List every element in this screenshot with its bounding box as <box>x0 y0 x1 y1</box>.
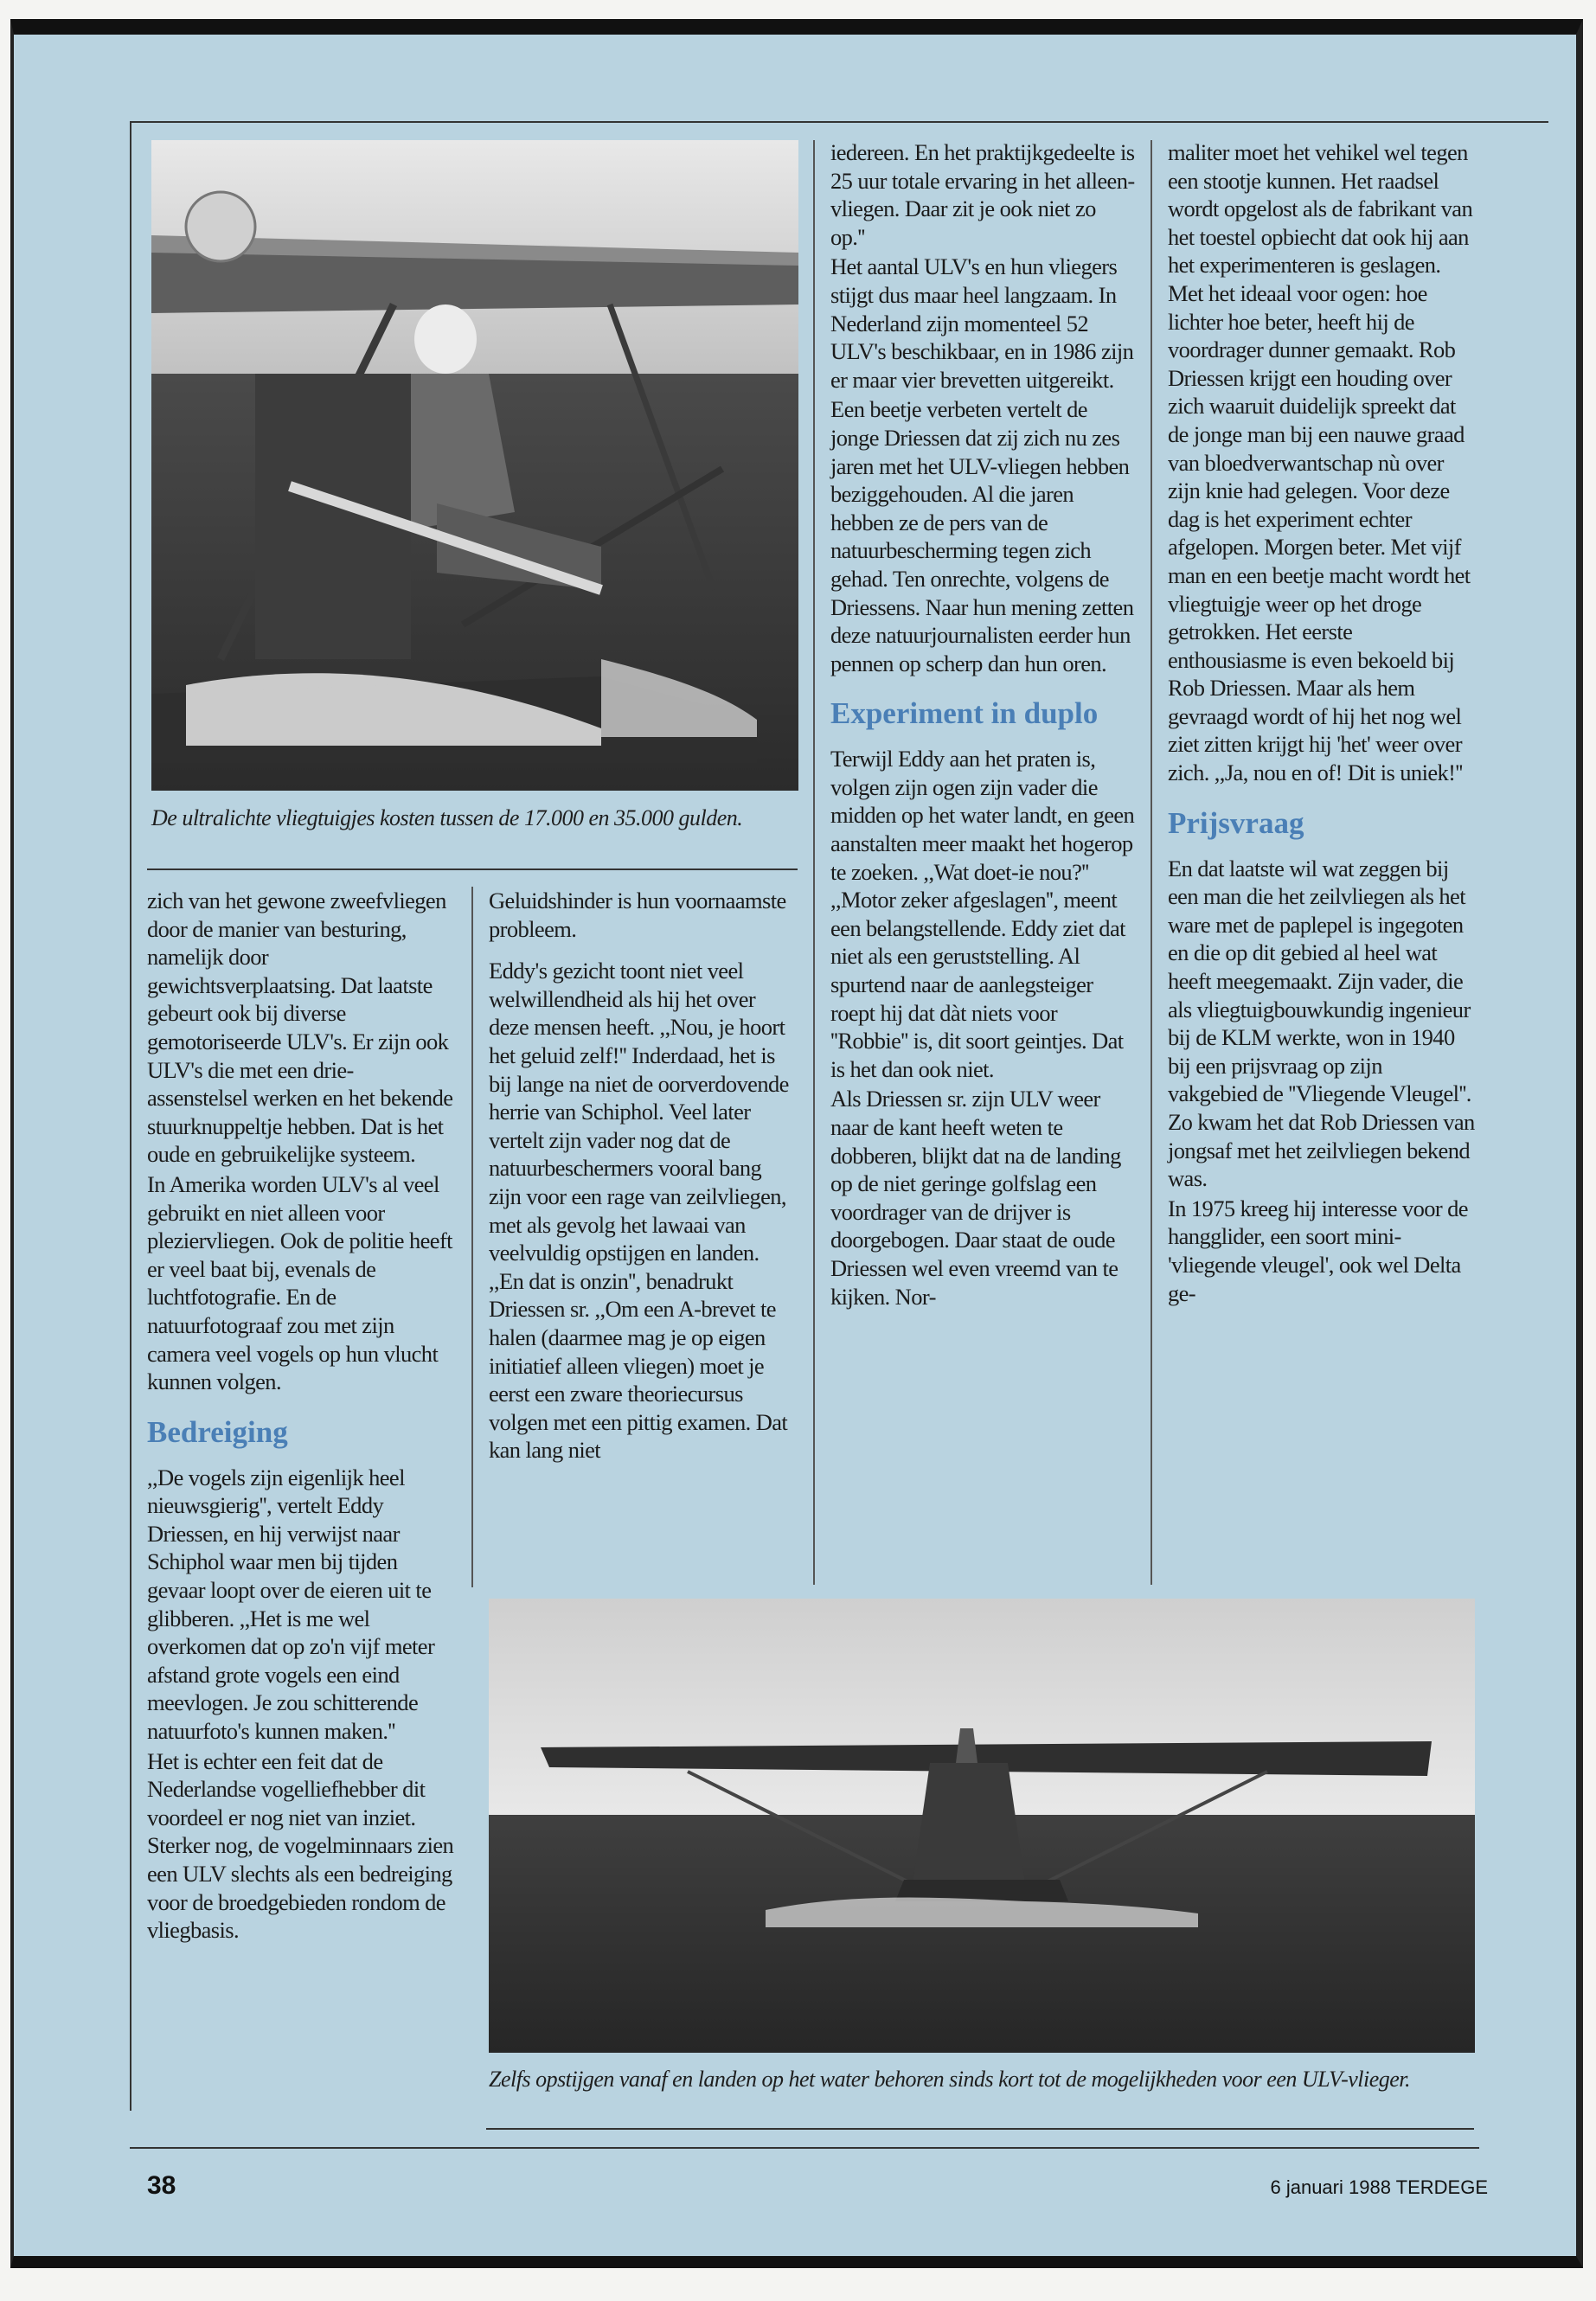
col4-paragraph: En dat laatste wil wat zeggen bij een man die het zeilvliegen als het ware met de paplepel is ingegoten en die op dit gebied al heel wat heeft meegemaakt. Zijn vader, die als vliegtuigbouwkundig ingenieur bij de KLM werkte, won in 1940 bij een prijsvraag op zijn vakgebied de ''Vliegende Vleugel''. Zo kwam het dat Rob Driessen van jongsaf met het zeilvliegen bekend was. <box>1168 855 1475 1192</box>
col4-paragraph: In 1975 kreeg hij interesse voor de hangglider, een soort mini-'vliegende vleugel', ook wel Delta ge- <box>1168 1195 1468 1306</box>
col1-paragraph: In Amerika worden ULV's al veel gebruikt en niet alleen voor pleziervliegen. Ook de politie heeft er veel baat bij, evenals de luchtfotografie. En de natuurfotograaf zou met zijn camera veel vogels op hun vlucht kunnen volgen. <box>147 1170 452 1395</box>
heading-prijsvraag: Prijsvraag <box>1168 805 1304 840</box>
bottom-caption-rule <box>486 2128 1474 2130</box>
photo-ulv-taking-off-water <box>489 1599 1475 2053</box>
col3-paragraph: Als Driessen sr. zijn ULV weer naar de kant heeft weten te dobberen, blijkt dat na de landing op de niet geringe golfslag een voordrager van de drijver is doorgebogen. Daar staat de oude Driessen wel even vreemd van te kijken. Nor- <box>830 1086 1121 1310</box>
column-3 <box>830 138 1135 1311</box>
col4-paragraph: maliter moet het vehikel wel tegen een stootje kunnen. Het raadsel wordt opgelost als de fabrikant van het toestel opbiecht dat ook hij aan het experimenteren is geslagen. Met het ideaal voor ogen: hoe lichter hoe beter, heeft hij de voordrager dunner gemaakt. Rob Driessen krijgt een houding over zich waaruit duidelijk spreekt dat de jonge man bij een nauwe graad van bloedverwantschap nù over zijn knie had gelegen. Voor deze dag is het experiment echter afgelopen. Morgen beter. Met vijf man en een beetje macht wordt het vliegtuigje weer op het droge getrokken. Het eerste enthousiasme is even bekoeld bij Rob Driessen. Maar als hem gevraagd wordt of hij het nog wel ziet zitten krijgt hij 'het' weer over zich. ,,Ja, nou en of! Dit is uniek!'' <box>1168 139 1473 786</box>
col2-paragraph: Eddy's gezicht toont niet veel welwillendheid als hij het over deze mensen heeft. ,,Nou, je hoort het geluid zelf!'' Inderdaad, het is bij lange na niet de oorverdovende herrie van Schiphol. Veel later vertelt zijn vader nog dat de natuurbeschermers vooral bang zijn voor een rage van zeilvliegen, met als gevolg het lawaai van veelvuldig opstijgen en landen. ,,En dat is onzin'', benadrukt Driessen sr. ,,Om een A-brevet te halen (daarmee mag je op eigen initiatief alleen vliegen) moet je eerst een zware theoriecursus volgen met een pittig examen. Dat kan lang niet <box>489 958 789 1464</box>
column-2 <box>489 887 792 1465</box>
frame-top-rule <box>130 121 1548 123</box>
photo-pilot-on-floatplane <box>151 140 798 791</box>
page-number: 38 <box>147 2171 176 2200</box>
frame-bottom-rule <box>130 2147 1479 2149</box>
col3-paragraph: iedereen. En het praktijkgedeelte is 25 uur totale ervaring in het alleen-vliegen. Daar zit je ook niet zo op.'' <box>830 139 1135 250</box>
col1-paragraph: ,,De vogels zijn eigenlijk heel nieuwsgierig'', vertelt Eddy Driessen, en hij verwijst naar Schiphol waar men bij tijden gevaar loopt over de eieren uit te glibberen. ,,Het is me wel overkomen dat op zo'n vijf meter afstand grote vogels een eind meevlogen. Je zou schitterende natuurfoto's kunnen maken.'' <box>147 1464 435 1745</box>
column-rule-2 <box>813 140 815 1585</box>
top-caption-rule <box>147 868 798 870</box>
frame-left-rule <box>130 121 131 2111</box>
column-4 <box>1168 138 1475 1307</box>
bottom-photo-caption: Zelfs opstijgen vanaf en landen op het water behoren sinds kort tot de mogelijkheden voor een ULV-vlieger. <box>489 2067 1411 2092</box>
col1-paragraph: zich van het gewone zweefvliegen door de manier van besturing, namelijk door gewichtsverplaatsing. Dat laatste gebeurt ook bij diverse gemotoriseerde ULV's. Er zijn ook ULV's die met een drie-assenstelsel werken en het bekende stuurknuppeltje hebben. Dat is het oude en gebruikelijke systeem. <box>147 888 453 1168</box>
col2-paragraph: Geluidshinder is hun voornaamste probleem. <box>489 888 786 942</box>
col3-paragraph: Een beetje verbeten vertelt de jonge Driessen dat zij zich nu zes jaren met het ULV-vliegen hebben beziggehouden. Al die jaren hebben ze de pers van de natuurbescherming tegen zich gehad. Ten onrechte, volgens de Driessens. Naar hun mening zetten deze natuurjournalisten eerder hun pennen op scherp dan hun oren. <box>830 396 1134 676</box>
column-rule-1 <box>471 887 473 1587</box>
heading-experiment-in-duplo: Experiment in duplo <box>830 696 1099 731</box>
top-photo-caption: De ultralichte vliegtuigjes kosten tussen de 17.000 en 35.000 gulden. <box>151 805 743 830</box>
column-rule-3 <box>1151 140 1152 1585</box>
col3-paragraph: Het aantal ULV's en hun vliegers stijgt dus maar heel langzaam. In Nederland zijn momenteel 52 ULV's beschikbaar, en in 1986 zijn er maar vier brevetten uitgereikt. <box>830 253 1134 393</box>
issue-label: 6 januari 1988 TERDEGE <box>1270 2176 1488 2198</box>
heading-bedreiging: Bedreiging <box>147 1414 288 1449</box>
col3-paragraph: Terwijl Eddy aan het praten is, volgen zijn ogen zijn vader die midden op het water landt, en geen aanstalten meer maakt het hogerop te zoeken. ,,Wat doet-ie nou?'' ,,Motor zeker afgeslagen'', meent een belangstellende. Eddy ziet dat niet als een geruststelling. Al spurtend naar de aanlegsteiger roept hij dat dàt niets voor ''Robbie'' is, dit soort geintjes. Dat is het dan ook niet. <box>830 746 1135 1082</box>
column-1 <box>147 887 454 1945</box>
col1-paragraph: Het is echter een feit dat de Nederlandse vogelliefhebber dit voordeel er nog niet van inziet. Sterker nog, de vogelminnaars zien een ULV slechts als een bedreiging voor de broedgebieden rondom de vliegbasis. <box>147 1747 454 1944</box>
